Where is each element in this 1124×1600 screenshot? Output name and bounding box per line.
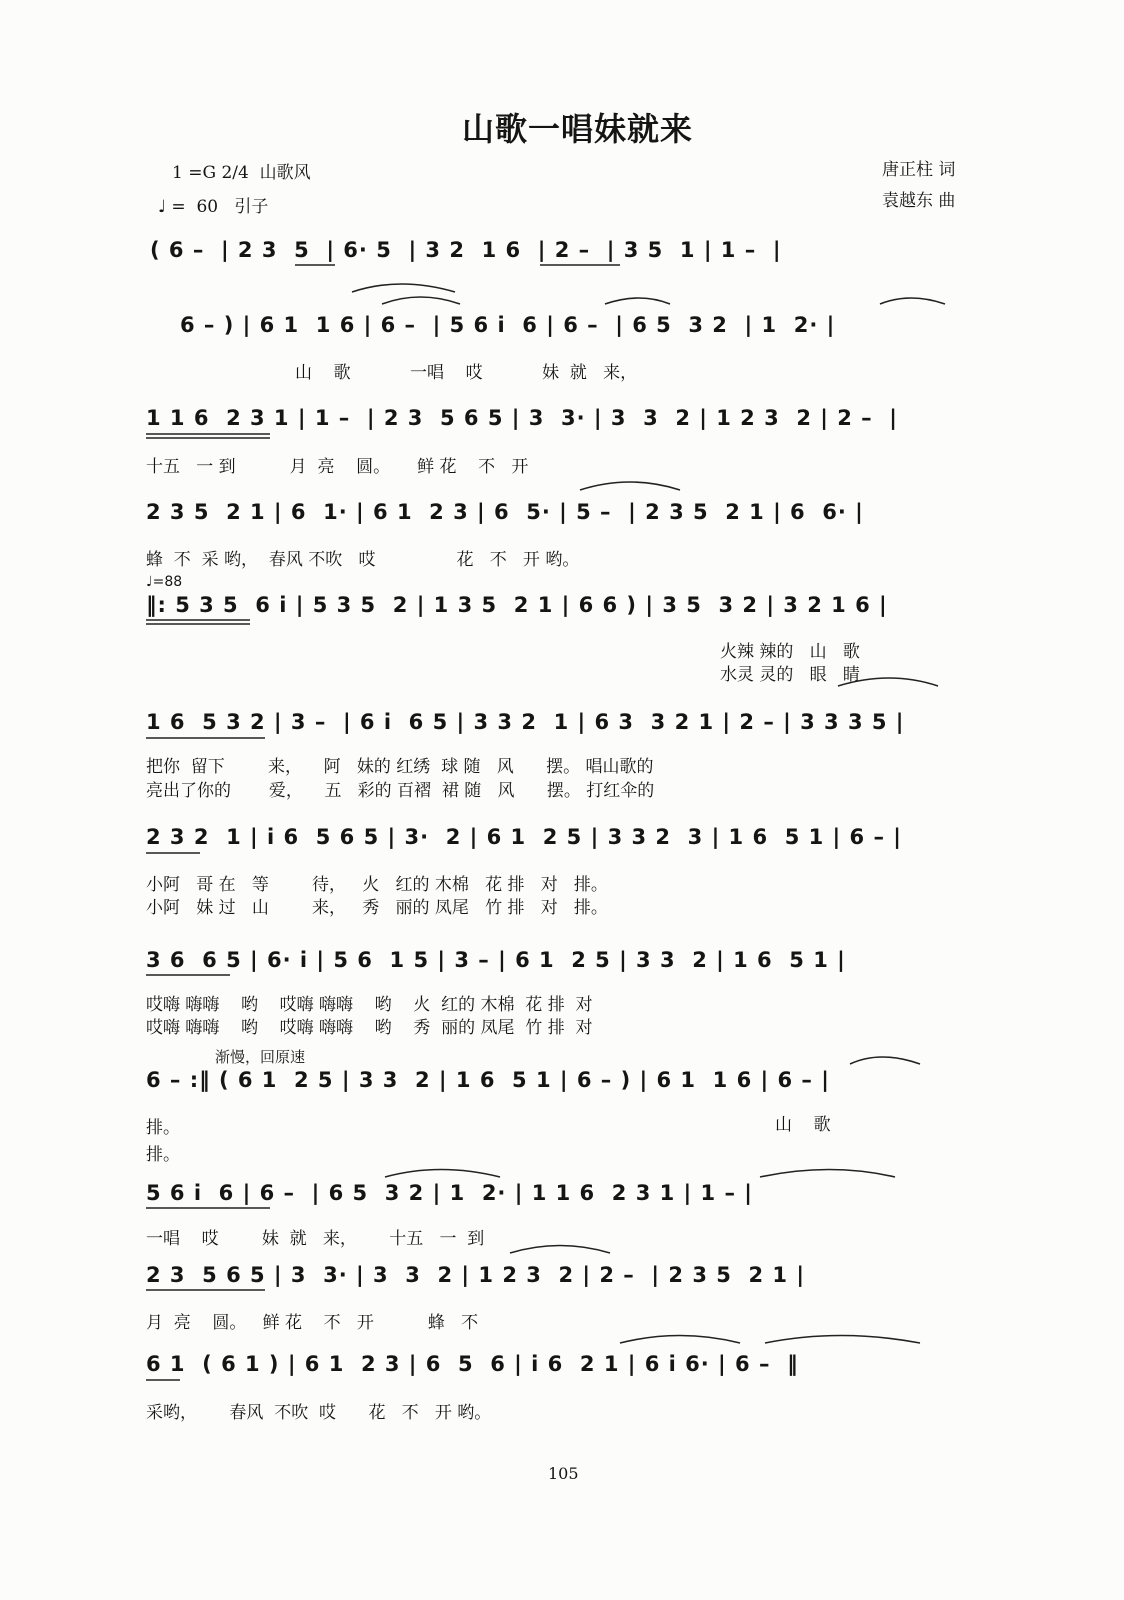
score-row-7-notes: 2 3 2 1 | i 6 5 6 5 | 3· 2 | 6 1 2 5 | 3 3 2 3 | 1 6 5 1 | 6 – |: [146, 825, 902, 849]
score-row-7-lyrics-verse-1: 小阿 哥 在 等 待， 火 红的 木棉 花 排 对 排。: [146, 875, 608, 895]
score-row-8-lyrics-verse-1: 哎嗨 嗨嗨 哟 哎嗨 嗨嗨 哟 火 红的 木棉 花 排 对: [146, 995, 593, 1015]
score-row-9-notes: 6 – :‖ ( 6 1 2 5 | 3 3 2 | 1 6 5 1 | 6 – ) | 6 1 1 6 | 6 – |: [146, 1068, 830, 1092]
score-row-5-notes: ‖: 5 3 5 6 i | 5 3 5 2 | 1 3 5 2 1 | 6 6 ) | 3 5 3 2 | 3 2 1 6 |: [146, 593, 888, 617]
score-row-7-lyrics-verse-2: 小阿 妹 过 山 来， 秀 丽的 凤尾 竹 排 对 排。: [146, 898, 608, 918]
tempo-annotation: 渐慢，回原速: [215, 1048, 306, 1066]
page-number: 105: [548, 1464, 579, 1483]
score-row-6-lyrics-verse-1: 把你 留下 来， 阿 妹的 红绣 球 随 风 摆。 唱山歌的: [146, 757, 654, 777]
score-row-4-notes: 2 3 5 2 1 | 6 1· | 6 1 2 3 | 6 5· | 5 – | 2 3 5 2 1 | 6 6· |: [146, 500, 864, 524]
score-row-9-lyrics-verse-2: 排。: [146, 1145, 180, 1165]
score-row-5-lyrics-verse-1: 火辣 辣的 山 歌: [720, 642, 860, 662]
score-row-6-notes: 1 6 5 3 2 | 3 – | 6 i 6 5 | 3 3 2 1 | 6 3 3 2 1 | 2 – | 3 3 3 5 |: [146, 710, 905, 734]
tempo-change: ♩=88: [146, 574, 183, 590]
score-row-12-notes: 6 1 ( 6 1 ) | 6 1 2 3 | 6 5 6 | i 6 2 1 | 6 i 6· | 6 – ‖: [146, 1352, 799, 1376]
score-row-4-lyrics: 蜂 不 采 哟， 春风 不吹 哎 花 不 开 哟。: [146, 550, 580, 570]
score-row-10-notes: 5 6 i 6 | 6 – | 6 5 3 2 | 1 2· | 1 1 6 2 3 1 | 1 – |: [146, 1181, 753, 1205]
score-row-2-notes: 6 – ) | 6 1 1 6 | 6 – | 5 6 i 6 | 6 – | 6 5 3 2 | 1 2· |: [180, 313, 836, 337]
score-row-11-lyrics: 月 亮 圆。 鲜 花 不 开 蜂 不: [146, 1313, 479, 1333]
beam-underlines: [146, 265, 620, 1380]
page-title: 山歌一唱妹就来: [462, 110, 694, 148]
score-row-11-notes: 2 3 5 6 5 | 3 3· | 3 3 2 | 1 2 3 2 | 2 – | 2 3 5 2 1 |: [146, 1263, 805, 1287]
score-row-9-lyrics-verse-1: 排。: [146, 1118, 180, 1138]
score-row-12-lyrics: 采哟， 春风 不吹 哎 花 不 开 哟。: [146, 1403, 492, 1423]
score-row-3-lyrics: 十五 一 到 月 亮 圆。 鲜 花 不 开: [146, 457, 529, 477]
score-row-3-notes: 1 1 6 2 3 1 | 1 – | 2 3 5 6 5 | 3 3· | 3 3 2 | 1 2 3 2 | 2 – |: [146, 406, 898, 430]
score-row-8-notes: 3 6 6 5 | 6· i | 5 6 1 5 | 3 – | 6 1 2 5 | 3 3 2 | 1 6 5 1 |: [146, 948, 846, 972]
score-row-9-lyrics-verse-3: 山 歌: [775, 1115, 831, 1135]
score-row-10-lyrics: 一唱 哎 妹 就 来， 十五 一 到: [146, 1229, 485, 1249]
score-row-8-lyrics-verse-2: 哎嗨 嗨嗨 哟 哎嗨 嗨嗨 哟 秀 丽的 凤尾 竹 排 对: [146, 1018, 593, 1038]
score-row-6-lyrics-verse-2: 亮出了你的 爱， 五 彩的 百褶 裙 随 风 摆。 打红伞的: [146, 781, 655, 801]
composer-credit: 袁越东 曲: [882, 191, 956, 211]
score-row-5-lyrics-verse-2: 水灵 灵的 眼 睛: [720, 665, 860, 685]
tempo-marking: ♩ = 60 引子: [158, 197, 269, 217]
key-signature: 1 =G 2/4 山歌风: [172, 163, 311, 183]
slur-marks: [352, 284, 945, 1343]
lyricist-credit: 唐正柱 词: [882, 160, 956, 180]
score-row-2-lyrics: 山 歌 一唱 哎 妹 就 来，: [295, 363, 638, 383]
score-row-1-notes: ( 6 – | 2 3 5 | 6· 5 | 3 2 1 6 | 2 – | 3 5 1 | 1 – |: [150, 238, 782, 262]
